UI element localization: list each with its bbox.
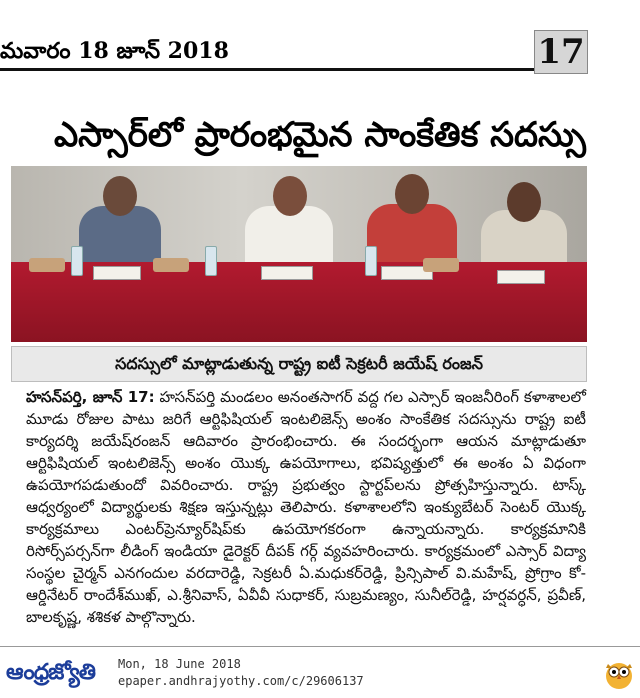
- article: [26, 386, 586, 628]
- page-number: 17: [534, 30, 588, 74]
- photo-water-bottle: [71, 246, 83, 276]
- footer-url[interactable]: epaper.andhrajyothy.com/c/29606137: [118, 674, 364, 688]
- page-footer: [0, 646, 640, 698]
- footer-rule: [0, 646, 640, 647]
- photo-person-2-head: [273, 176, 307, 216]
- article-body: హసన్‌పర్తి మండలం అనంతసాగర్ వద్ద గల ఎస్సార్ ఇంజనీరింగ్ కళాశాలలో మూడు రోజుల పాటు జరిగే ఆర్టిఫిషియల్ ఇంటలిజెన్స్ అంశం సాంకేతిక సదస్సును రాష్ట్ర ఐటీ కార్యదర్శి జయేష్‌రంజన్ ఆదివారం ప్రారంభించారు. ఈ సందర్భంగా ఆయన మాట్లాడుతూ ఆర్టిఫిషియల్ ఇంటలిజెన్స్ అంశం యొక్క ఉపయోగాలు, భవిష్యత్తులో ఈ అంశం ఏ విధంగా ఉపయోగపడుతుందో వివరించారు. రాష్ట్ర ప్రభుత్వం స్టార్టప్‌లను ప్రోత్సహిస్తున్నారు. టాస్క్ ఆధ్వర్యంలో విద్యార్థులకు శిక్షణ ఇస్తున్నట్లు తెలిపారు. కళాశాలలోని ఇంక్యుబేటర్ సెంటర్ యొక్క కార్యక్రమాలు ఎంటర్‌ప్రెన్యూర్‌షిప్‌కు ఉపయోగకరంగా ఉన్నాయన్నారు. కార్యక్రమానికి రిసోర్స్‌పర్సన్‌గా లీడింగ్ ఇండియా డైరెక్టర్ దీపక్ గర్గ్ వ్యవహరించారు. కార్యక్రమంలో ఎస్సార్ విద్యా సంస్థల చైర్మన్ ఎనగందుల వరదారెడ్డి, సెక్రటరీ ఏ.మధుకర్‌రెడ్డి, ప్రిన్సిపాల్ వి.మహేష్, ప్రోగ్రాం కో-ఆర్డినేటర్ రాందేశ్‌ముఖ్, ఎ.శ్రీనివాస్, ఏవీవీ సుధాకర్, సుబ్రమణ్యం, సునీల్‌రెడ్డి, హర్షవర్ధన్, ప్రవీణ్, బాలకృష్ణ, శశికళ పాల్గొన్నారు.: [26, 388, 586, 626]
- publication-logo: ఆంధ్రజ్యోతి: [6, 660, 95, 685]
- news-photo: [11, 166, 587, 342]
- photo-flower-basket: [29, 258, 65, 272]
- photo-caption: సదస్సులో మాట్లాడుతున్న రాష్ట్ర ఐటీ సెక్రటరీ జయేష్ రంజన్: [11, 346, 587, 382]
- header-rule: [0, 68, 540, 71]
- footer-date: Mon, 18 June 2018: [118, 657, 241, 671]
- photo-person-1-head: [103, 176, 137, 216]
- page-header: [0, 30, 640, 72]
- photo-water-bottle: [365, 246, 377, 276]
- article-dateline: హసన్‌పర్తి, జూన్ 17:: [26, 388, 155, 406]
- headline: ఎస్సార్‌లో ప్రారంభమైన సాంకేతిక సదస్సు: [54, 115, 586, 155]
- article-body-paragraph: [26, 386, 586, 628]
- photo-nameplate-1: [93, 266, 141, 280]
- footer-info: [118, 656, 364, 690]
- photo-person-3-head: [395, 174, 429, 214]
- photo-nameplate-4: [497, 270, 545, 284]
- photo-flower-basket: [153, 258, 189, 272]
- owl-icon: [604, 656, 634, 690]
- header-date: మవారం 18 జూన్ 2018: [0, 38, 229, 64]
- photo-water-bottle: [205, 246, 217, 276]
- photo-flower-basket: [423, 258, 459, 272]
- photo-nameplate-2: [261, 266, 313, 280]
- photo-person-4-head: [507, 182, 541, 222]
